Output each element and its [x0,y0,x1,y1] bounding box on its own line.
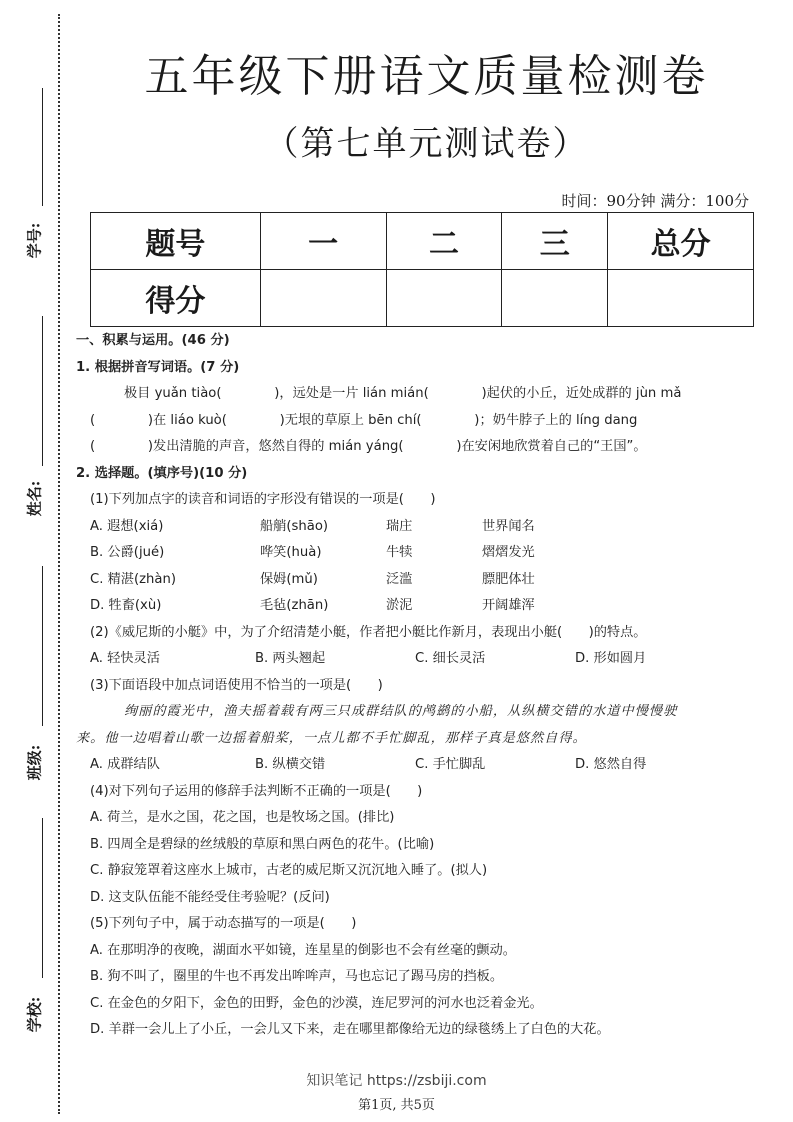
option-row [76,752,766,779]
question-1-title: 1. 根据拼音写词语。(7 分) [76,359,240,375]
option-text: 开阔雄浑 [482,598,535,613]
option-text: D. 这支队伍能不能经受住考验呢？(反问) [90,889,330,905]
option-text: B. 狗不叫了，圈里的牛也不再发出哞哞声，马也忘记了踢马房的挡板。 [90,969,504,984]
option-text: 保姆(mǔ) [260,571,318,587]
binding-dotted-line [58,14,60,1114]
option-text: 淤泥 [386,598,413,613]
exam-content [76,328,766,1044]
score-table [90,212,754,327]
passage-line: 绚丽的霞光中，渔夫摇着载有两三只成群结队的鸬鹚的小船，从纵横交错的水道中慢慢驶 [124,704,678,719]
option-text: D. 牲畜(xù) [90,598,162,613]
score-cell[interactable] [260,270,386,327]
sub-question-5-stem: (5)下列句子中，属于动态描写的一项是( ) [90,916,357,931]
option-row [76,540,766,567]
name-line[interactable] [42,316,43,466]
option-row [76,567,766,594]
option-text: C. 细长灵活 [415,651,486,666]
option-text: D. 形如圆月 [575,651,647,666]
option-text: A. 荷兰，是水之国，花之国，也是牧场之国。(排比) [90,810,395,825]
option-row [76,593,766,620]
option-text: B. 两头翘起 [255,651,326,666]
option-text: C. 静寂笼罩着这座水上城市，古老的威尼斯又沉沉地入睡了。(拟人) [90,863,488,878]
option-text: 瑞庄 [386,518,413,534]
option-text: C. 在金色的夕阳下，金色的田野，金色的沙漠，连尼罗河的河水也泛着金光。 [90,995,543,1011]
footer-site: 知识笔记 https://zsbiji.com [306,1073,487,1089]
score-header-cell: 二 [386,213,502,270]
option-text: 哗笑(huà) [260,545,322,560]
class-line[interactable] [42,566,43,726]
option-text: A. 轻快灵活 [90,651,160,666]
student-no-line[interactable] [42,88,43,206]
score-row-label: 得分 [91,270,261,327]
question-1-line: ( )发出清脆的声音，悠然自得的 mián yáng( )在安闲地欣赏着自己的“王国”。 [90,439,647,454]
score-cell[interactable] [386,270,502,327]
option-text: 熠熠发光 [482,545,535,560]
option-text: 毛毡(zhān) [260,598,329,613]
question-1-line: ( )在 liáo kuò( )无垠的草原上 bēn chí( )；奶牛脖子上的 líng dang [90,412,638,428]
score-table-score-row [91,270,754,327]
page-number: 第1页, 共5页 [358,1098,435,1113]
option-text: C. 精湛(zhàn) [90,571,176,587]
question-1-line: 极目 yuǎn tiào( )，远处是一片 lián mián( )起伏的小丘，近处成群的 jùn mǎ [124,386,682,401]
score-header-cell: 三 [502,213,608,270]
passage-line: 来。他一边唱着山歌一边摇着船桨，一点儿都不手忙脚乱，那样子真是悠然自得。 [76,730,587,746]
option-text: 牛犊 [386,545,413,560]
score-cell[interactable] [608,270,754,327]
name-label: 姓名: [25,480,44,517]
option-row [76,514,766,541]
student-no-label: 学号: [25,222,44,259]
score-cell[interactable] [502,270,608,327]
option-text: B. 纵横交错 [255,757,326,772]
school-line[interactable] [42,818,43,978]
option-text: 膘肥体壮 [482,571,535,587]
option-text: C. 手忙脚乱 [415,757,486,772]
option-text: D. 羊群一会儿上了小丘，一会儿又下来，走在哪里都像给无边的绿毯绣上了白色的大花。 [90,1022,610,1037]
option-text: 船艄(shāo) [260,518,329,534]
sub-question-1-stem: (1)下列加点字的读音和词语的字形没有错误的一项是( ) [90,492,436,507]
option-text: A. 成群结队 [90,757,160,772]
option-text: D. 悠然自得 [575,757,647,772]
sub-question-3-stem: (3)下面语段中加点词语使用不恰当的一项是( ) [90,677,383,693]
option-row [76,646,766,673]
question-2-title: 2. 选择题。(填序号)(10 分) [76,465,248,481]
option-text: A. 遐想(xiá) [90,518,164,534]
time-info: 时间：90分钟 满分：100分 [561,192,749,210]
score-table-header-row [91,213,754,270]
score-header-cell: 题号 [91,213,261,270]
sub-question-2-stem: (2)《威尼斯的小艇》中，为了介绍清楚小艇，作者把小艇比作新月，表现出小艇( )的特点。 [90,624,647,640]
sub-question-4-stem: (4)对下列句子运用的修辞手法判断不正确的一项是( ) [90,783,423,799]
score-header-cell: 总分 [608,213,754,270]
option-text: 世界闻名 [482,518,535,534]
score-header-cell: 一 [260,213,386,270]
section-title: 一、积累与运用。(46 分) [76,333,230,348]
option-text: A. 在那明净的夜晚，湖面水平如镜，连星星的倒影也不会有丝毫的颤动。 [90,942,516,958]
page-subtitle: （第七单元测试卷） [264,124,589,164]
school-label: 学校: [25,996,44,1033]
page-title: 五年级下册语文质量检测卷 [144,51,709,102]
class-label: 班级: [25,744,44,781]
option-text: B. 四周全是碧绿的丝绒般的草原和黑白两色的花牛。(比喻) [90,836,435,852]
option-text: B. 公爵(jué) [90,545,165,560]
option-text: 泛滥 [386,571,413,587]
